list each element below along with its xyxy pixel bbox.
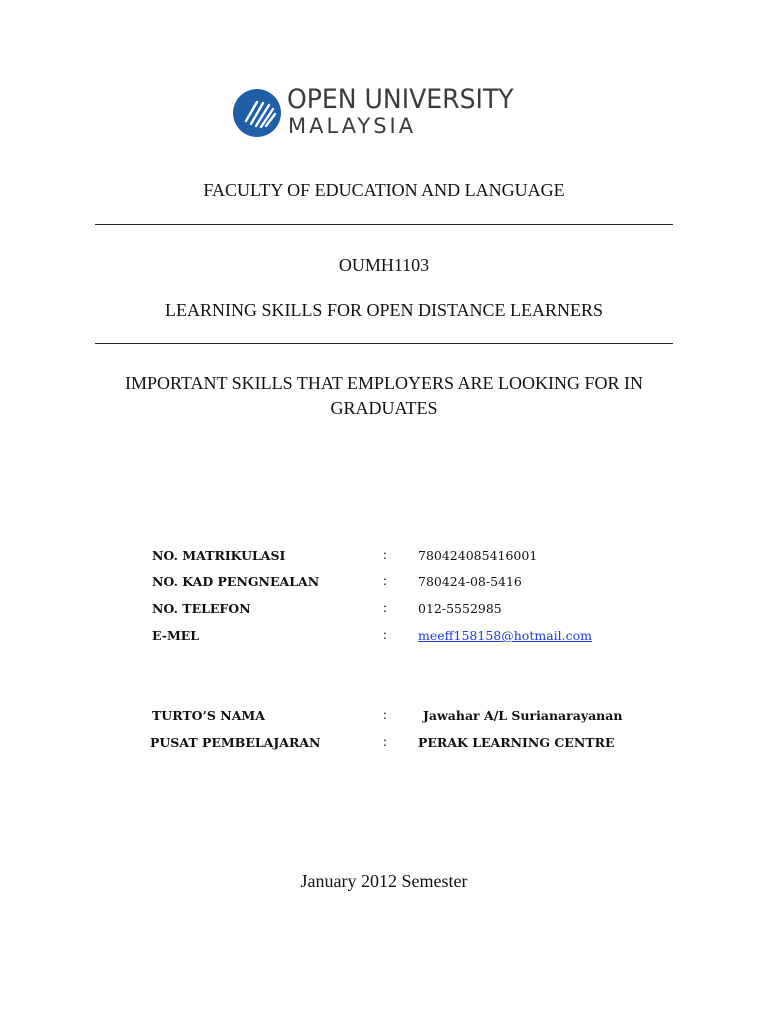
separator: : bbox=[383, 601, 387, 616]
matric-value: 780424085416001 bbox=[418, 548, 538, 563]
separator: : bbox=[383, 708, 387, 723]
ic-label: NO. KAD PENGNEALAN bbox=[152, 574, 320, 589]
phone-value: 012-5552985 bbox=[418, 601, 502, 616]
faculty-heading: FACULTY OF EDUCATION AND LANGUAGE bbox=[203, 180, 565, 200]
separator: : bbox=[383, 574, 387, 589]
separator: : bbox=[383, 628, 387, 643]
tutor-name-label: TURTO’S NAMA bbox=[152, 708, 265, 723]
logo-text-line2: MALAYSIA bbox=[288, 114, 417, 138]
info-row-centre bbox=[0, 735, 768, 755]
info-row-matric bbox=[0, 548, 768, 568]
divider bbox=[95, 224, 673, 225]
separator: : bbox=[383, 548, 387, 563]
ic-value: 780424-08-5416 bbox=[418, 574, 522, 589]
info-row-ic bbox=[0, 574, 768, 594]
semester-text: January 2012 Semester bbox=[300, 871, 468, 891]
info-row-tutor bbox=[0, 708, 768, 728]
matric-label: NO. MATRIKULASI bbox=[152, 548, 286, 563]
separator: : bbox=[383, 735, 387, 750]
centre-label: PUSAT PEMBELAJARAN bbox=[150, 735, 321, 750]
university-logo bbox=[232, 86, 552, 142]
centre-value: PERAK LEARNING CENTRE bbox=[418, 735, 615, 750]
assignment-title: IMPORTANT SKILLS THAT EMPLOYERS ARE LOOKING FOR IN GRADUATES bbox=[124, 373, 644, 418]
logo-text-line1: OPEN UNIVERSITY bbox=[287, 84, 514, 115]
oum-logo-icon bbox=[232, 88, 282, 138]
course-title: LEARNING SKILLS FOR OPEN DISTANCE LEARNERS bbox=[164, 300, 604, 320]
email-link[interactable]: meeff158158@hotmail.com bbox=[418, 628, 592, 643]
divider bbox=[95, 343, 673, 344]
email-label: E-MEL bbox=[152, 628, 200, 643]
info-row-email bbox=[0, 628, 768, 648]
phone-label: NO. TELEFON bbox=[152, 601, 251, 616]
info-row-phone bbox=[0, 601, 768, 621]
course-code: OUMH1103 bbox=[338, 255, 430, 275]
tutor-name-value: Jawahar A/L Surianarayanan bbox=[423, 708, 623, 723]
